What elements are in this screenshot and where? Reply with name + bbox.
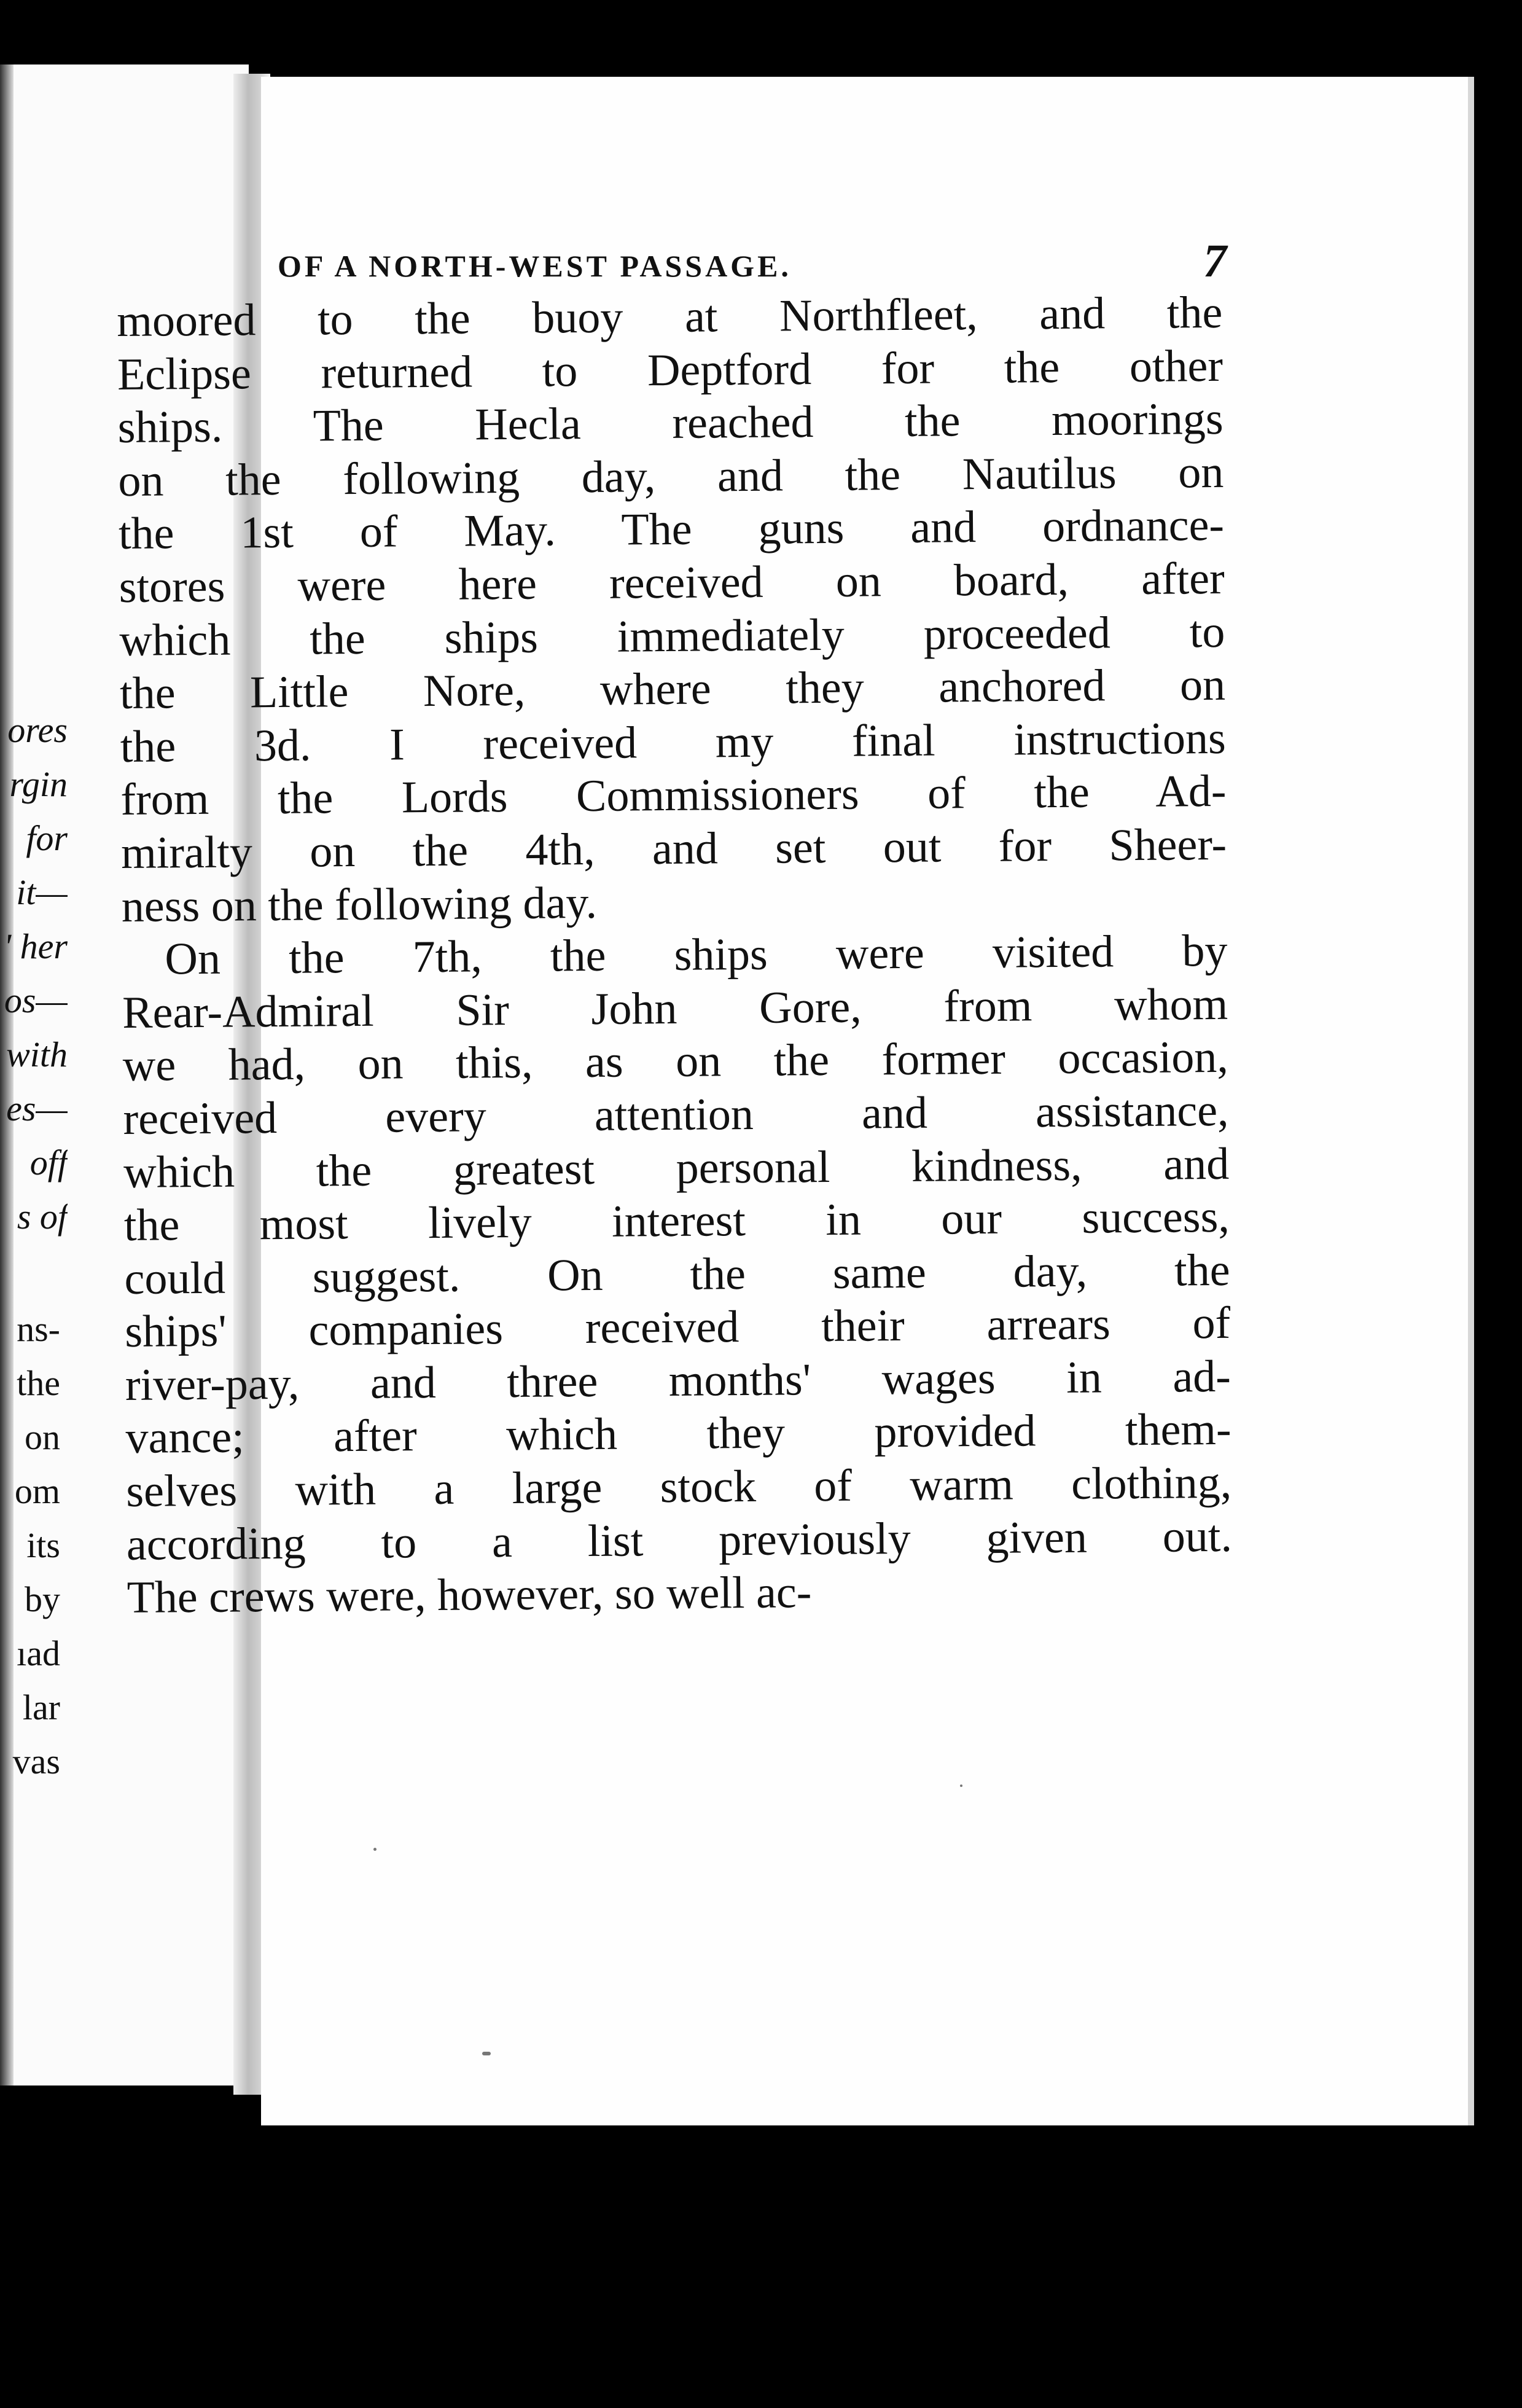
paper-speck xyxy=(960,1784,962,1787)
text-line: ness on the following day. xyxy=(121,877,598,932)
text-line: the Little Nore, where they anchored on xyxy=(119,660,1226,719)
running-title: OF A NORTH-WEST PASSAGE. xyxy=(278,249,792,283)
facing-page-fragment: ores xyxy=(7,710,68,750)
paper-speck xyxy=(482,2052,491,2055)
text-line: The crews were, however, so well ac- xyxy=(127,1567,812,1624)
facing-page-fragment: it— xyxy=(16,872,68,912)
text-line: selves with a large stock of warm clothing, xyxy=(125,1457,1232,1517)
text-line: the 1st of May. The guns and ordnance- xyxy=(118,500,1225,560)
text-line: Rear-Admiral Sir John Gore, from whom xyxy=(122,979,1228,1038)
paper-speck xyxy=(373,1848,377,1851)
text-line: ships' companies received their arrears of xyxy=(124,1298,1231,1358)
text-line: ships. The Hecla reached the moorings xyxy=(117,394,1223,453)
facing-page-fragment: es— xyxy=(6,1089,68,1128)
facing-page-fragment: its xyxy=(26,1525,60,1565)
text-line: received every attention and assistance, xyxy=(123,1085,1229,1144)
text-line: the 3d. I received my final instructions xyxy=(120,713,1227,772)
text-line: Eclipse returned to Deptford for the other xyxy=(117,340,1223,400)
text-line: from the Lords Commissioners of the Ad- xyxy=(120,766,1227,826)
text-line: which the ships immediately proceeded to xyxy=(119,606,1225,666)
page-number: 7 xyxy=(1203,235,1227,287)
facing-page-fragment: for xyxy=(26,818,68,858)
running-head xyxy=(278,235,1227,288)
facing-page-fragment: with xyxy=(6,1034,68,1074)
facing-page-fragment: the xyxy=(17,1363,60,1403)
text-line: the most lively interest in our success, xyxy=(123,1191,1230,1251)
text-line: river-pay, and three months' wages in ad- xyxy=(125,1351,1231,1410)
facing-page-fragment: by xyxy=(25,1579,60,1619)
body-text xyxy=(117,286,1233,1625)
facing-page-fragment: ıad xyxy=(17,1633,60,1673)
facing-page-fragment: s of xyxy=(17,1197,68,1237)
facing-page-fragment: om xyxy=(14,1471,60,1511)
facing-page-fragment: os— xyxy=(4,980,68,1020)
facing-page-fragments-lower xyxy=(0,1302,60,2408)
text-line: we had, on this, as on the former occasion, xyxy=(122,1032,1229,1092)
facing-page-fragment: rgin xyxy=(9,764,68,804)
text-line: on the following day, and the Nautilus on xyxy=(118,447,1224,506)
text-line: moored to the buoy at Northfleet, and the xyxy=(117,287,1223,346)
facing-page-fragment: vas xyxy=(12,1742,60,1781)
facing-page-fragment: lar xyxy=(22,1687,60,1727)
text-line: miralty on the 4th, and set out for Sheer- xyxy=(120,819,1227,878)
facing-page-fragment: off xyxy=(29,1143,68,1182)
text-line: vance; after which they provided them- xyxy=(125,1404,1231,1464)
text-line: stores were here received on board, after xyxy=(119,553,1225,612)
facing-page-fragment: ' her xyxy=(3,926,68,966)
text-line: which the greatest personal kindness, and xyxy=(123,1138,1230,1198)
text-line: according to a list previously given out. xyxy=(126,1511,1233,1570)
text-line: could suggest. On the same day, the xyxy=(124,1245,1230,1304)
facing-page-fragment: ns- xyxy=(17,1309,60,1349)
text-line: On the 7th, the ships were visited by xyxy=(165,925,1228,985)
facing-page-fragment: on xyxy=(25,1417,60,1457)
